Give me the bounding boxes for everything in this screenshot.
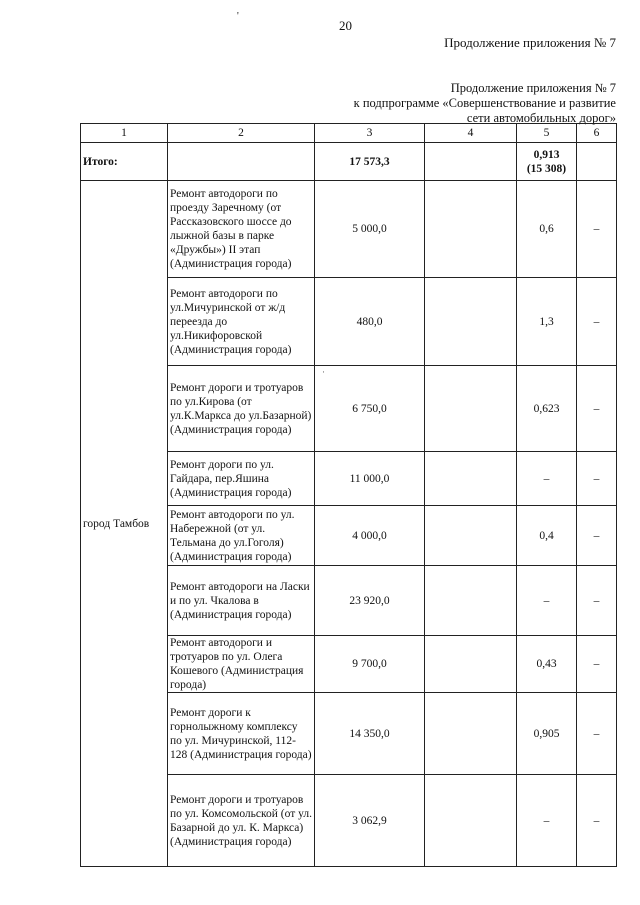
row-col4	[425, 181, 517, 278]
row-description: Ремонт дороги к горнолыжному комплексу по ул. Мичуринской, 112-128 (Администрация города)	[168, 693, 315, 775]
row-col6: –	[577, 636, 617, 693]
row-col5: –	[517, 566, 577, 636]
row-col5: 0,623	[517, 366, 577, 452]
row-amount: 4 000,0	[315, 506, 425, 566]
row-amount: 6 750,0	[315, 366, 425, 452]
row-col4	[425, 366, 517, 452]
row-col4	[425, 452, 517, 506]
row-amount: 5 000,0	[315, 181, 425, 278]
row-col6: –	[577, 506, 617, 566]
row-col4	[425, 693, 517, 775]
row-col4	[425, 636, 517, 693]
row-col5: 0,6	[517, 181, 577, 278]
city-cell: город Тамбов	[81, 181, 168, 867]
row-description: Ремонт автодороги по ул. Набережной (от ул. Тельмана до ул.Гоголя) (Администрация города)	[168, 506, 315, 566]
row-col4	[425, 506, 517, 566]
total-km-sub: (15 308)	[526, 162, 567, 175]
row-col5: –	[517, 452, 577, 506]
column-number: 5	[517, 124, 577, 143]
row-col5: 1,3	[517, 278, 577, 366]
row-amount: 480,0	[315, 278, 425, 366]
appendix-heading	[286, 81, 616, 126]
total-row	[81, 143, 617, 181]
row-col6: –	[577, 181, 617, 278]
row-description: Ремонт автодороги по проезду Заречному (от Рассказовского шоссе до лыжной базы в парке «Дружбы») II этап (Администрация города)	[168, 181, 315, 278]
column-number: 3	[315, 124, 425, 143]
row-col6: –	[577, 566, 617, 636]
row-col6: –	[577, 452, 617, 506]
row-description: Ремонт автодороги и тротуаров по ул. Олега Кошевого (Администрация города)	[168, 636, 315, 693]
row-col6: –	[577, 278, 617, 366]
row-amount: 3 062,9	[315, 775, 425, 867]
row-col6: –	[577, 366, 617, 452]
row-amount: 9 700,0	[315, 636, 425, 693]
row-description: Ремонт дороги и тротуаров по ул. Комсомольской (от ул. Базарной до ул. К. Маркса) (Администрация города)	[168, 775, 315, 867]
total-amount: 17 573,3	[315, 143, 425, 181]
total-label: Итого:	[81, 143, 168, 181]
column-number: 4	[425, 124, 517, 143]
column-number: 6	[577, 124, 617, 143]
column-number: 1	[81, 124, 168, 143]
page-number: 20	[339, 18, 352, 33]
column-number-row	[81, 124, 617, 143]
heading-line-1: Продолжение приложения № 7	[450, 81, 616, 95]
row-description: Ремонт дороги и тротуаров по ул.Кирова (от ул.К.Маркса до ул.Базарной) (Администрация города)	[168, 366, 315, 452]
row-col4	[425, 566, 517, 636]
total-empty-cell	[168, 143, 315, 181]
total-empty-cell	[577, 143, 617, 181]
table-row	[81, 181, 617, 278]
row-description: Ремонт дороги по ул. Гайдара, пер.Яшина (Администрация города)	[168, 452, 315, 506]
row-col4	[425, 278, 517, 366]
total-empty-cell	[425, 143, 517, 181]
row-col4	[425, 775, 517, 867]
row-amount: 14 350,0	[315, 693, 425, 775]
scan-mark: '	[237, 11, 239, 22]
row-col6: –	[577, 693, 617, 775]
scan-mark: ·	[322, 367, 325, 377]
continuation-note: Продолжение приложения № 7	[444, 35, 616, 50]
row-amount: 23 920,0	[315, 566, 425, 636]
heading-line-3: сети автомобильных дорог»	[466, 111, 616, 125]
heading-line-2: к подпрограмме «Совершенствование и развитие	[353, 96, 616, 110]
row-description: Ремонт автодороги по ул.Мичуринской от ж/д переезда до ул.Никифоровской (Администрация города)	[168, 278, 315, 366]
row-col6: –	[577, 775, 617, 867]
column-number: 2	[168, 124, 315, 143]
row-col5: 0,43	[517, 636, 577, 693]
roads-table	[80, 123, 617, 867]
row-amount: 11 000,0	[315, 452, 425, 506]
row-col5: –	[517, 775, 577, 867]
total-km	[517, 143, 577, 181]
total-km-value: 0,913	[533, 148, 560, 161]
row-col5: 0,4	[517, 506, 577, 566]
row-col5: 0,905	[517, 693, 577, 775]
row-description: Ремонт автодороги на Ласки и по ул. Чкалова в (Администрация города)	[168, 566, 315, 636]
